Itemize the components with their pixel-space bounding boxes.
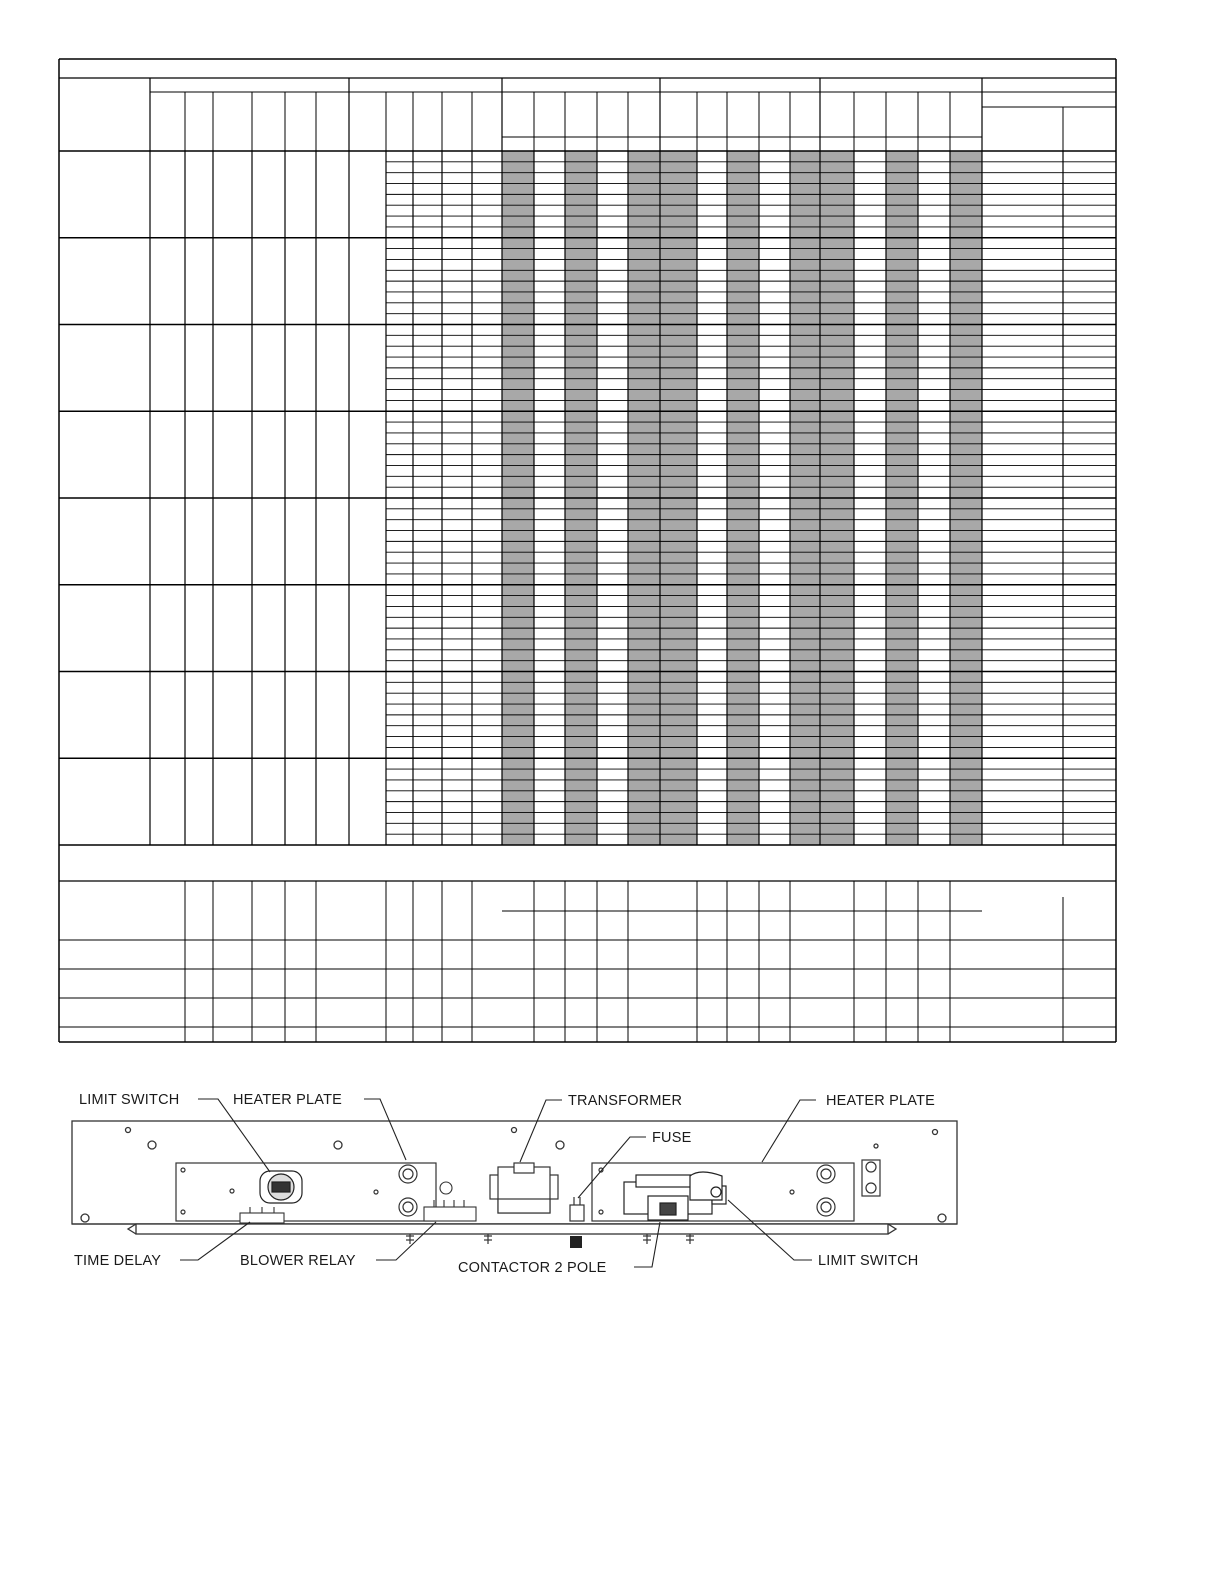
label-time-delay: TIME DELAY xyxy=(74,1253,162,1269)
limit-switch-left xyxy=(260,1171,302,1203)
transformer xyxy=(490,1163,558,1213)
mounting-screws xyxy=(406,1234,694,1244)
label-heater-plate-right: HEATER PLATE xyxy=(826,1093,936,1109)
label-heater-plate-left: HEATER PLATE xyxy=(233,1092,343,1108)
contactor-actuator xyxy=(570,1236,582,1248)
label-contactor-2-pole: CONTACTOR 2 POLE xyxy=(458,1260,607,1276)
label-transformer: TRANSFORMER xyxy=(568,1093,683,1109)
limit-switch-right xyxy=(690,1172,722,1200)
heater-component-diagram xyxy=(0,1080,1224,1300)
label-blower-relay: BLOWER RELAY xyxy=(240,1253,356,1269)
label-fuse: FUSE xyxy=(652,1130,692,1146)
heater-plate-left xyxy=(176,1163,436,1221)
label-limit-switch-left: LIMIT SWITCH xyxy=(79,1092,180,1108)
label-limit-switch-right: LIMIT SWITCH xyxy=(818,1253,919,1269)
